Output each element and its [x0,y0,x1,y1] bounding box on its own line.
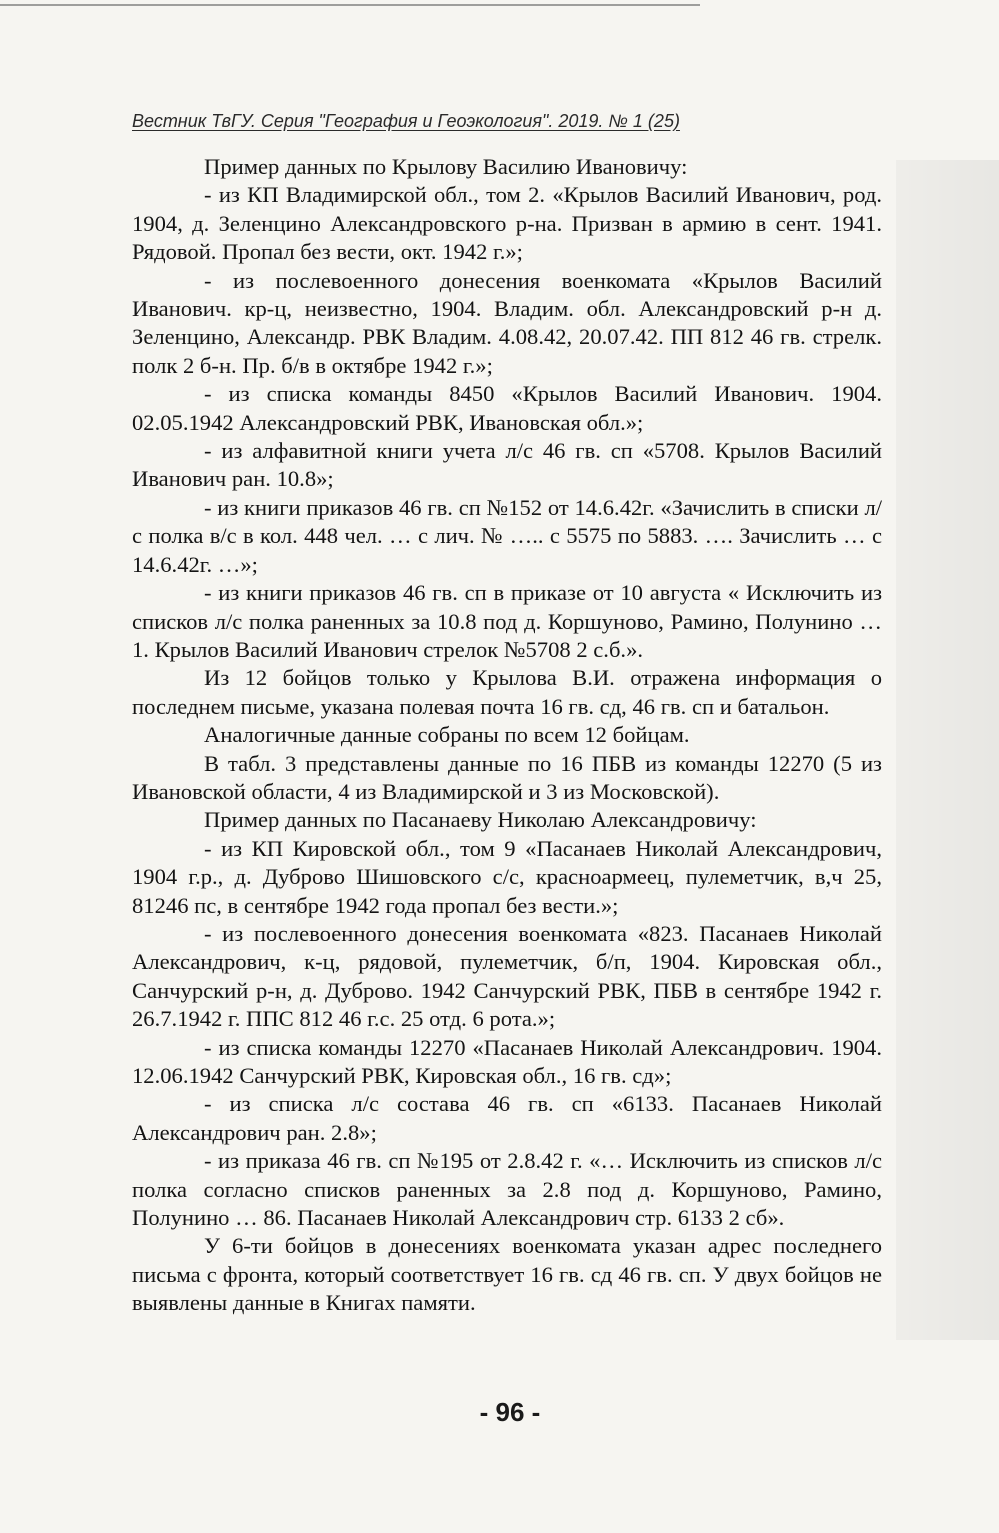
journal-header-text: Вестник ТвГУ. Серия "География и Геоэкология". 2019. № 1 (25) [132,111,680,131]
paragraph: - из КП Кировской обл., том 9 «Пасанаев Николай Александрович, 1904 г.р., д. Дуброво Шишовского с/с, красноармеец, пулеметчик, в,ч 25, 81246 пс, в сентябре 1942 года пропал без вести.»; [132,835,882,918]
paragraph: У 6-ти бойцов в донесениях военкомата указан адрес последнего письма с фронта, который соответствует 16 гв. сд 46 гв. сп. У двух бойцов не выявлены данные в Книгах памяти. [132,1233,882,1316]
page-bleed-through [896,160,999,1340]
paragraph: - из послевоенного донесения военкомата «823. Пасанаев Николай Александрович, к-ц, рядовой, пулеметчик, б/п, 1904. Кировская обл., Санчурский р-н, д. Дуброво. 1942 Санчурский РВК, ПБВ в сентябре 1942 г. 26.7.1942 г. ППС 812 46 г.с. 25 отд. 6 рота.»; [132,920,882,1032]
paragraph: - из алфавитной книги учета л/с 46 гв. сп «5708. Крылов Василий Иванович ран. 10.8»; [132,438,882,492]
paragraph: - из послевоенного донесения военкомата «Крылов Василий Иванович. кр-ц, неизвестно, 1904. Владим. обл. Александровский р-н д. Зеленцино, Александр. РВК Владим. 4.08.42, 20.07.42. ПП 812 46 гв. стрелк. полк 2 б-н. Пр. б/в в октябре 1942 г.»; [132,267,882,378]
paragraph: - из списка л/с состава 46 гв. сп «6133. Пасанаев Николай Александрович ран. 2.8»; [132,1091,882,1145]
paragraph: - из КП Владимирской обл., том 2. «Крылов Василий Иванович, род. 1904, д. Зеленцино Александровского р-на. Призван в армию в сент. 1941. Рядовой. Пропал без вести, окт. 1942 г.»; [132,182,882,265]
journal-header [132,111,892,132]
paragraph: - из книги приказов 46 гв. сп №152 от 14.6.42г. «Зачислить в списки л/с полка в/с в кол. 448 чел. … с лич. № ….. с 5575 по 5883. …. Зачислить … с 14.6.42г. …»; [132,494,882,577]
paragraph: Пример данных по Крылову Василию Ивановичу: [204,154,688,179]
paragraph: - из списка команды 12270 «Пасанаев Николай Александрович. 1904. 12.06.1942 Санчурский РВК, Кировская обл., 16 гв. сд»; [132,1034,882,1088]
top-rule [0,4,700,6]
paragraph: - из книги приказов 46 гв. сп в приказе от 10 августа « Исключить из списков л/с полка раненных за 10.8 под д. Коршуново, Рамино, Полунино …1. Крылов Василий Иванович стрелок №5708 2 с.б.». [132,580,882,662]
page-number: - 96 - [479,1397,541,1427]
body-text [132,153,882,1318]
paragraph: Пример данных по Пасанаеву Николаю Александровичу: [204,807,757,833]
paragraph: - из списка команды 8450 «Крылов Василий Иванович. 1904. 02.05.1942 Александровский РВК, Ивановская обл.»; [132,381,882,435]
paragraph: - из приказа 46 гв. сп №195 от 2.8.42 г. «… Исключить из списков л/с полка согласно списков раненных за 2.8 под д. Коршуново, Рамино, Полунино … 86. Пасанаев Николай Александрович стр. 6133 2 сб». [132,1148,882,1231]
paragraph: Из 12 бойцов только у Крылова В.И. отражена информация о последнем письме, указана полевая почта 16 гв. сд, 46 гв. сп и батальон. [132,665,882,719]
paragraph: Аналогичные данные собраны по всем 12 бойцам. [204,722,690,748]
paragraph: В табл. 3 представлены данные по 16 ПБВ из команды 12270 (5 из Ивановской области, 4 из Владимирской и 3 из Московской). [132,750,882,804]
